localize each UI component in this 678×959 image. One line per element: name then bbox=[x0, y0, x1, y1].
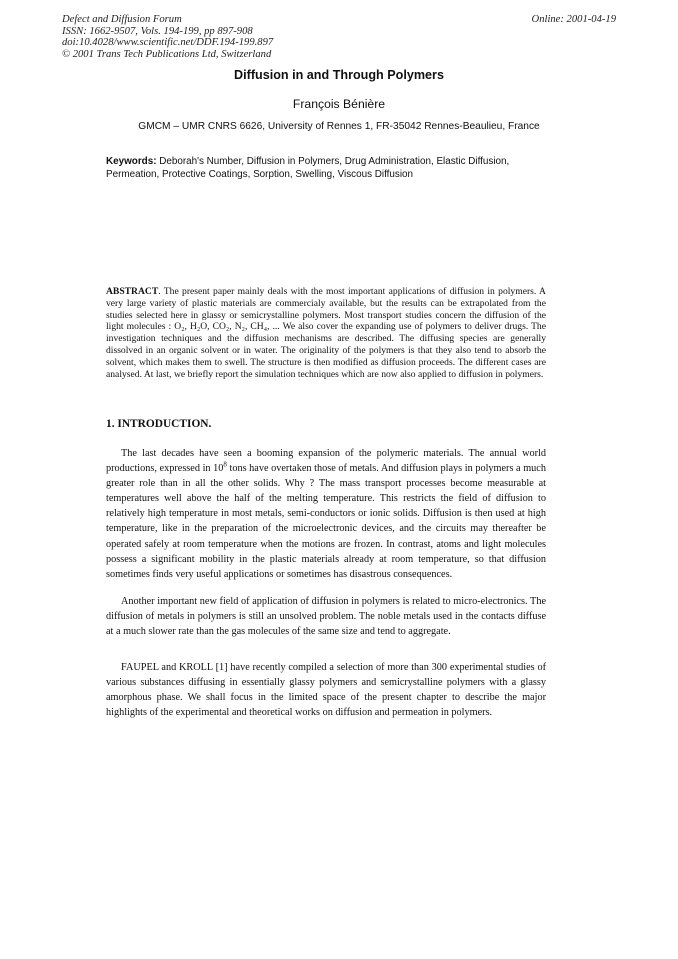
intro-paragraph-3: FAUPEL and KROLL [1] have recently compiled a selection of more than 300 experimental studies of various substances diffusing in essentially glassy polymers and semicrystalline polymers with a glassy amorphous phase. We shall focus in the limited space of the present chapter to describe the major highlights of the experimental and theoretical works on diffusion and permeation in polymers. bbox=[106, 662, 546, 719]
abstract-label: ABSTRACT bbox=[106, 286, 159, 297]
paragraph-1-part-a: The last decades have seen a booming expansion of the polymeric materials. The annual world productions, expressed in 10 bbox=[106, 448, 546, 475]
journal-issn: ISSN: 1662-9507, Vols. 194-199, pp 897-908 bbox=[62, 25, 253, 37]
exponent: 8 bbox=[223, 460, 227, 469]
keywords-label: Keywords: bbox=[106, 156, 157, 167]
intro-paragraph-1 bbox=[106, 446, 546, 582]
keywords-block bbox=[106, 155, 538, 181]
journal-name: Defect and Diffusion Forum bbox=[62, 14, 182, 25]
paper-title: Diffusion in and Through Polymers bbox=[234, 68, 444, 82]
online-date: Online: 2001-04-19 bbox=[531, 14, 616, 25]
journal-copyright: © 2001 Trans Tech Publications Ltd, Switzerland bbox=[62, 48, 272, 60]
intro-paragraph-2: Another important new field of application of diffusion in polymers is related to micro-electronics. The diffusion of metals in polymers is still an unsolved problem. The noble metals used in the contacts diffuse at a much slower rate than the gas molecules of the same size and tend to aggregate. bbox=[106, 596, 546, 638]
paragraph-1-part-b: tons have overtaken those of metals. And diffusion plays in polymers a much greater role than in all the other solids. Why ? The mass transport processes become measurable at temperatures well above the half of the melting temperature. This restricts the field of diffusion to relatively high temperature in most metals, semi-conductors or ionic solids. Diffusion is then used at high temperature, like in the preparation of the microelectronic devices, and the circuits may thereafter be operated safely at room temperature when the motions are frozen. In contrast, atoms and light molecules possess a significant mobility in the plastic materials already at room temperature, so that diffusion sometimes finds very useful applications or sometimes has disastrous consequences. bbox=[106, 463, 546, 580]
abstract-block bbox=[106, 286, 546, 380]
section-heading-introduction: 1. INTRODUCTION. bbox=[106, 418, 212, 430]
journal-doi[interactable]: doi:10.4028/www.scientific.net/DDF.194-199.897 bbox=[62, 37, 274, 49]
author-affiliation: GMCM – UMR CNRS 6626, University of Rennes 1, FR-35042 Rennes-Beaulieu, France bbox=[138, 121, 540, 132]
keywords-text: Deborah's Number, Diffusion in Polymers, Drug Administration, Elastic Diffusion, Permeation, Protective Coatings, Sorption, Swelling, Viscous Diffusion bbox=[106, 156, 510, 180]
journal-info bbox=[62, 14, 482, 60]
paper-author: François Bénière bbox=[292, 97, 386, 111]
abstract-text: . The present paper mainly deals with the most important applications of diffusion in polymers. A very large variety of plastic materials are commercialy available, but the results can be extrapolated from the studies selected here in glassy or semicrystalline polymers. Most transport studies concern the diffusion of the light molecules : O₂, H₂O, CO₂, N₂, CH₄, ... We also cover the expanding use of polymers to deliver drugs. The investigation techniques and the diffusion mechanisms are described. The diffusing species are generally dissolved in an organic solvent or in water. The originality of the polymers is that they also tend to absorb the solvent, which makes them to swell. The structure is then modified as diffusion proceeds. The different cases are analysed. At last, we briefly report the simulation techniques which are now also applied to diffusion in polymers. bbox=[106, 286, 546, 380]
